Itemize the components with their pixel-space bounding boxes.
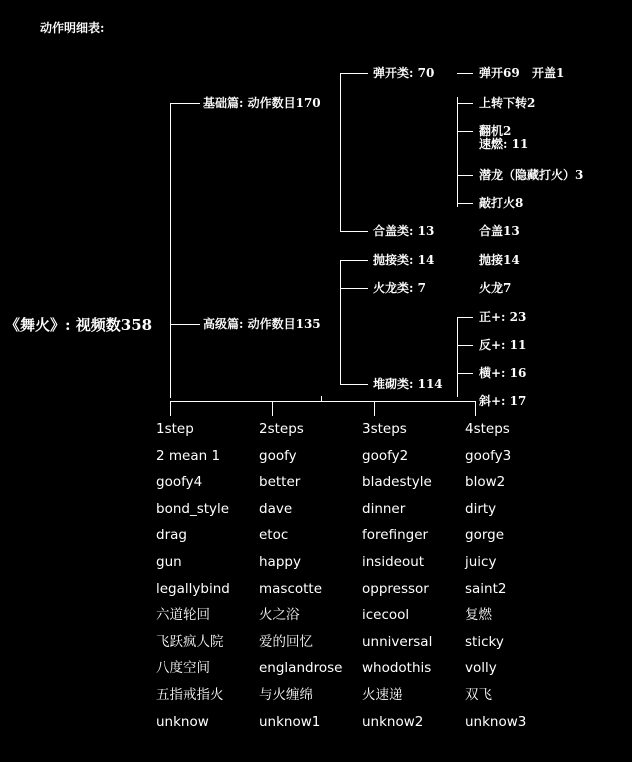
grid-cell: unknow2 xyxy=(362,713,424,730)
grid-cell: 与火缠绵 xyxy=(259,686,313,703)
grid-cell: blow2 xyxy=(465,474,506,491)
stack-diagonal-leaf: 斜+: 17 xyxy=(479,394,527,408)
axis-label: 1step xyxy=(156,421,194,437)
spring-sub-line-1 xyxy=(457,103,473,104)
grid-cell: unniversal xyxy=(362,633,433,650)
grid-row xyxy=(156,684,576,711)
stack-category-node: 堆砌类: 114 xyxy=(373,377,443,391)
axis-tick-2 xyxy=(272,401,273,416)
grid-row xyxy=(156,445,576,472)
quick-burn-leaf: 速燃: 11 xyxy=(479,137,529,151)
grid-cell: juicy xyxy=(465,553,497,570)
grid-row xyxy=(156,657,576,684)
root-node: 《舞火》: 视频数358 xyxy=(5,316,153,334)
grid-cell: gun xyxy=(156,553,182,570)
steps-axis xyxy=(170,401,476,402)
dragon-leaf: 火龙7 xyxy=(479,281,512,295)
grid-cell: whodothis xyxy=(362,660,432,677)
grid-cell: 八度空间 xyxy=(156,660,210,677)
spring-sub-line-4 xyxy=(457,203,473,204)
grid-cell: unknow3 xyxy=(465,713,527,730)
dragon-category-node: 火龙类: 7 xyxy=(373,281,426,295)
grid-cell: 双飞 xyxy=(465,686,492,703)
grid-cell: forefinger xyxy=(362,527,429,544)
grid-cell: legallybind xyxy=(156,580,230,597)
grid-cell: unknow xyxy=(156,713,209,730)
stack-front-leaf: 正+: 23 xyxy=(479,310,527,324)
spring-scroll-clip xyxy=(470,137,610,151)
advanced-connector xyxy=(340,260,341,384)
throw-category-node: 抛接类: 14 xyxy=(373,253,435,267)
flip-leaf: 翻机2 xyxy=(479,124,512,138)
stack-scroll-clip xyxy=(470,392,610,408)
grid-cell: 爱的回忆 xyxy=(259,633,313,650)
grid-cell: 复燃 xyxy=(465,607,492,624)
spring-sub-line-3 xyxy=(457,175,473,176)
grid-row xyxy=(156,524,576,551)
dragon-branch-line xyxy=(340,288,368,289)
stack-back-leaf: 反+: 11 xyxy=(479,338,527,352)
grid-cell: goofy3 xyxy=(465,447,512,464)
grid-cell: insideout xyxy=(362,553,425,570)
knock-fire-leaf: 敲打火8 xyxy=(479,196,524,210)
grid-cell: saint2 xyxy=(465,580,507,597)
grid-cell: bond_style xyxy=(156,500,230,517)
stack-sub-line-1 xyxy=(457,317,473,318)
grid-cell: gorge xyxy=(465,527,505,544)
grid-cell: better xyxy=(259,474,301,491)
axis-label: 3steps xyxy=(362,421,407,437)
basic-connector xyxy=(340,73,341,232)
grid-cell: mascotte xyxy=(259,580,323,597)
grid-cell: goofy2 xyxy=(362,447,409,464)
grid-row xyxy=(156,578,576,605)
axis-label: 2steps xyxy=(259,421,304,437)
hidden-dragon-leaf: 潜龙（隐藏打火）3 xyxy=(479,168,584,182)
axis-tick-mid xyxy=(321,396,322,402)
advanced-branch-line xyxy=(170,324,200,325)
basic-branch-line xyxy=(170,103,200,104)
grid-cell: dave xyxy=(259,500,293,517)
grid-cell: 火速递 xyxy=(362,686,403,703)
grid-cell: happy xyxy=(259,553,301,570)
stack-sub-line-2 xyxy=(457,345,473,346)
steps-grid xyxy=(156,418,576,737)
grid-row xyxy=(156,604,576,631)
grid-row xyxy=(156,631,576,658)
grid-row xyxy=(156,498,576,525)
grid-cell: etoc xyxy=(259,527,289,544)
basic-node: 基础篇: 动作数目170 xyxy=(203,96,321,110)
axis-label-row xyxy=(156,418,576,445)
grid-cell: englandrose xyxy=(259,660,343,677)
close-leaf: 合盖13 xyxy=(479,224,520,238)
grid-cell: goofy xyxy=(259,447,297,464)
grid-cell: drag xyxy=(156,527,187,544)
axis-tick-1 xyxy=(170,401,171,416)
axis-tick-4 xyxy=(475,401,476,416)
root-connector xyxy=(170,103,171,398)
close-branch-line xyxy=(340,231,368,232)
grid-row xyxy=(156,711,576,738)
close-category-node: 合盖类: 13 xyxy=(373,224,435,238)
grid-rows xyxy=(156,445,576,738)
axis-label: 4steps xyxy=(465,421,510,437)
stack-sub-line-3 xyxy=(457,373,473,374)
grid-cell: dirty xyxy=(465,500,497,517)
grid-cell: 2 mean 1 xyxy=(156,447,221,464)
grid-cell: 飞跃疯人院 xyxy=(156,633,224,650)
grid-cell: icecool xyxy=(362,607,410,624)
spring-item-leaf: 弹开69 xyxy=(479,66,520,80)
grid-cell: oppressor xyxy=(362,580,429,597)
axis-tick-3 xyxy=(374,401,375,416)
grid-cell: bladestyle xyxy=(362,474,432,491)
grid-cell: sticky xyxy=(465,633,504,650)
page-title: 动作明细表: xyxy=(40,21,105,35)
stack-horizontal-leaf: 横+: 16 xyxy=(479,366,527,380)
up-down-spin-leaf: 上转下转2 xyxy=(479,96,536,110)
stack-branch-line xyxy=(340,384,368,385)
grid-cell: dinner xyxy=(362,500,406,517)
throw-branch-line xyxy=(340,260,368,261)
grid-cell: 六道轮回 xyxy=(156,607,210,624)
open-lid-leaf: 开盖1 xyxy=(532,66,565,80)
grid-cell: 五指戒指火 xyxy=(156,686,224,703)
throw-leaf: 抛接14 xyxy=(479,253,520,267)
grid-row xyxy=(156,471,576,498)
spring-category-node: 弹开类: 70 xyxy=(373,66,435,80)
spring-branch-line xyxy=(340,73,368,74)
grid-cell: goofy4 xyxy=(156,474,203,491)
spring-item-line xyxy=(457,73,473,74)
spring-sub-line-2 xyxy=(457,131,473,132)
advanced-node: 高级篇: 动作数目135 xyxy=(203,317,321,331)
grid-row xyxy=(156,551,576,578)
grid-cell: unknow1 xyxy=(259,713,321,730)
grid-cell: 火之浴 xyxy=(259,607,300,624)
stack-sub-connector xyxy=(457,317,458,397)
spring-sub-connector xyxy=(457,97,458,207)
grid-cell: volly xyxy=(465,660,497,677)
